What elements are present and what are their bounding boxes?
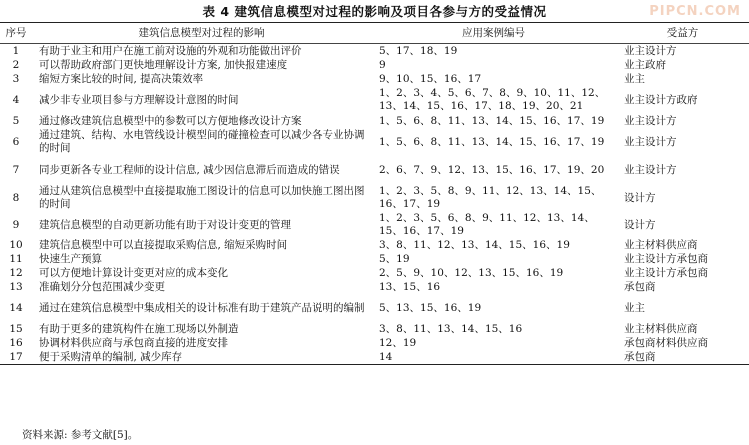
cell-beneficiary: 业主 (624, 72, 645, 85)
table-row (0, 86, 749, 114)
table-header-row (0, 23, 749, 44)
cell-no: 2 (12, 58, 20, 71)
cell-no: 6 (12, 135, 20, 148)
cell-influence: 缩短方案比较的时间, 提高决策效率 (39, 72, 204, 85)
table-caption: 表 4 建筑信息模型对过程的影响及项目各参与方的受益情况 (202, 4, 547, 19)
cell-beneficiary: 业主设计方 (624, 44, 677, 57)
cell-beneficiary: 设计方 (624, 191, 656, 204)
table-row (0, 58, 749, 72)
cell-no: 12 (9, 266, 23, 279)
table-row (0, 266, 749, 280)
source-note: 资料来源: 参考文献[5]。 (22, 429, 139, 441)
cell-cases: 1、2、3、5、8、9、11、12、13、14、15、16、17、19 (379, 185, 602, 210)
table-row (0, 336, 749, 350)
cell-no: 8 (12, 191, 20, 204)
cell-beneficiary: 业主材料供应商 (624, 322, 698, 335)
cell-no: 7 (12, 163, 20, 176)
cell-influence: 可以帮助政府部门更快地理解设计方案, 加快报建速度 (39, 58, 288, 71)
cell-cases: 14 (379, 350, 393, 363)
cell-beneficiary: 设计方 (624, 218, 656, 231)
table-row (0, 212, 749, 238)
cell-beneficiary: 承包商材料供应商 (624, 336, 708, 349)
cell-no: 13 (9, 280, 23, 293)
cell-influence: 有助于业主和用户在施工前对设施的外观和功能做出评价 (39, 44, 302, 57)
cell-beneficiary: 承包商 (624, 280, 656, 293)
cell-cases: 9、10、15、16、17 (379, 72, 482, 85)
table-row (0, 44, 749, 59)
cell-influence: 便于采购清单的编制, 减少库存 (39, 350, 183, 363)
table-row (0, 156, 749, 184)
cell-no: 9 (12, 218, 20, 231)
cell-no: 10 (9, 238, 23, 251)
cell-cases: 9 (379, 58, 386, 71)
cell-influence: 建筑信息模型的自动更新功能有助于对设计变更的管理 (39, 218, 291, 231)
cell-influence: 准确划分分包范围减少变更 (39, 280, 165, 293)
cell-no: 4 (12, 93, 20, 106)
cell-influence: 有助于更多的建筑构件在施工现场以外制造 (39, 322, 239, 335)
header-no: 序号 (0, 23, 32, 44)
cell-cases: 1、5、6、8、11、13、14、15、16、17、19 (379, 135, 605, 148)
cell-influence: 同步更新各专业工程师的设计信息, 减少因信息滞后而造成的错误 (39, 163, 340, 176)
table-row (0, 238, 749, 252)
cell-beneficiary: 业主设计方 (624, 114, 677, 127)
cell-influence: 减少非专业项目参与方理解设计意图的时间 (39, 93, 239, 106)
cell-beneficiary: 业主设计方承包商 (624, 266, 708, 279)
cell-beneficiary: 业主 (624, 301, 645, 314)
cell-beneficiary: 业主设计方 (624, 163, 677, 176)
cell-no: 1 (12, 44, 20, 57)
cell-cases: 2、5、9、10、12、13、15、16、19 (379, 266, 564, 279)
cell-beneficiary: 承包商 (624, 350, 656, 363)
cell-beneficiary: 业主设计方政府 (624, 93, 698, 106)
table-row (0, 114, 749, 128)
cell-cases: 13、15、16 (379, 280, 441, 293)
cell-influence: 通过建筑、结构、水电管线设计模型间的碰撞检查可以减少各专业协调的时间 (39, 129, 365, 154)
cell-cases: 3、8、11、12、13、14、15、16、19 (379, 238, 570, 251)
cell-no: 11 (9, 252, 23, 265)
table-row (0, 322, 749, 336)
header-influence: 建筑信息模型对过程的影响 (32, 23, 371, 44)
cell-cases: 2、6、7、9、12、13、15、16、17、19、20 (379, 163, 605, 176)
watermark-logo: PIPCN.COM (649, 4, 741, 19)
table-row (0, 72, 749, 86)
cell-beneficiary: 业主设计方 (624, 135, 677, 148)
cell-cases: 5、19 (379, 252, 410, 265)
cell-cases: 5、13、15、16、19 (379, 301, 482, 314)
cell-influence: 通过在建筑信息模型中集成相关的设计标准有助于建筑产品说明的编制 (39, 301, 365, 314)
table-row (0, 280, 749, 294)
cell-cases: 5、17、18、19 (379, 44, 458, 57)
cell-no: 17 (9, 350, 23, 363)
cell-beneficiary: 业主政府 (624, 58, 666, 71)
cell-cases: 3、8、11、13、14、15、16 (379, 322, 523, 335)
header-cases: 应用案例编号 (371, 23, 616, 44)
table-row (0, 252, 749, 266)
cell-influence: 通过修改建筑信息模型中的参数可以方便地修改设计方案 (39, 114, 302, 127)
cell-cases: 12、19 (379, 336, 417, 349)
table-row (0, 184, 749, 212)
cell-beneficiary: 业主设计方承包商 (624, 252, 708, 265)
benefit-table (0, 22, 749, 365)
table-row (0, 350, 749, 365)
cell-no: 16 (9, 336, 23, 349)
cell-no: 15 (9, 322, 23, 335)
cell-beneficiary: 业主材料供应商 (624, 238, 698, 251)
cell-influence: 可以方便地计算设计变更对应的成本变化 (39, 266, 228, 279)
cell-influence: 协调材料供应商与承包商直接的进度安排 (39, 336, 228, 349)
cell-no: 5 (12, 114, 20, 127)
cell-no: 14 (9, 301, 23, 314)
table-row (0, 294, 749, 322)
cell-cases: 1、5、6、8、11、13、14、15、16、17、19 (379, 114, 605, 127)
table-row (0, 128, 749, 156)
header-beneficiary: 受益方 (616, 23, 749, 44)
cell-influence: 建筑信息模型中可以直接提取采购信息, 缩短采购时间 (39, 238, 288, 251)
cell-influence: 快速生产预算 (39, 252, 102, 265)
cell-influence: 通过从建筑信息模型中直接提取施工图设计的信息可以加快施工图出图的时间 (39, 185, 365, 210)
cell-cases: 1、2、3、4、5、6、7、8、9、10、11、12、13、14、15、16、17、18、19、20、21 (379, 87, 606, 112)
cell-no: 3 (12, 72, 20, 85)
cell-cases: 1、2、3、5、6、8、9、11、12、13、14、15、16、17、19 (379, 212, 595, 237)
